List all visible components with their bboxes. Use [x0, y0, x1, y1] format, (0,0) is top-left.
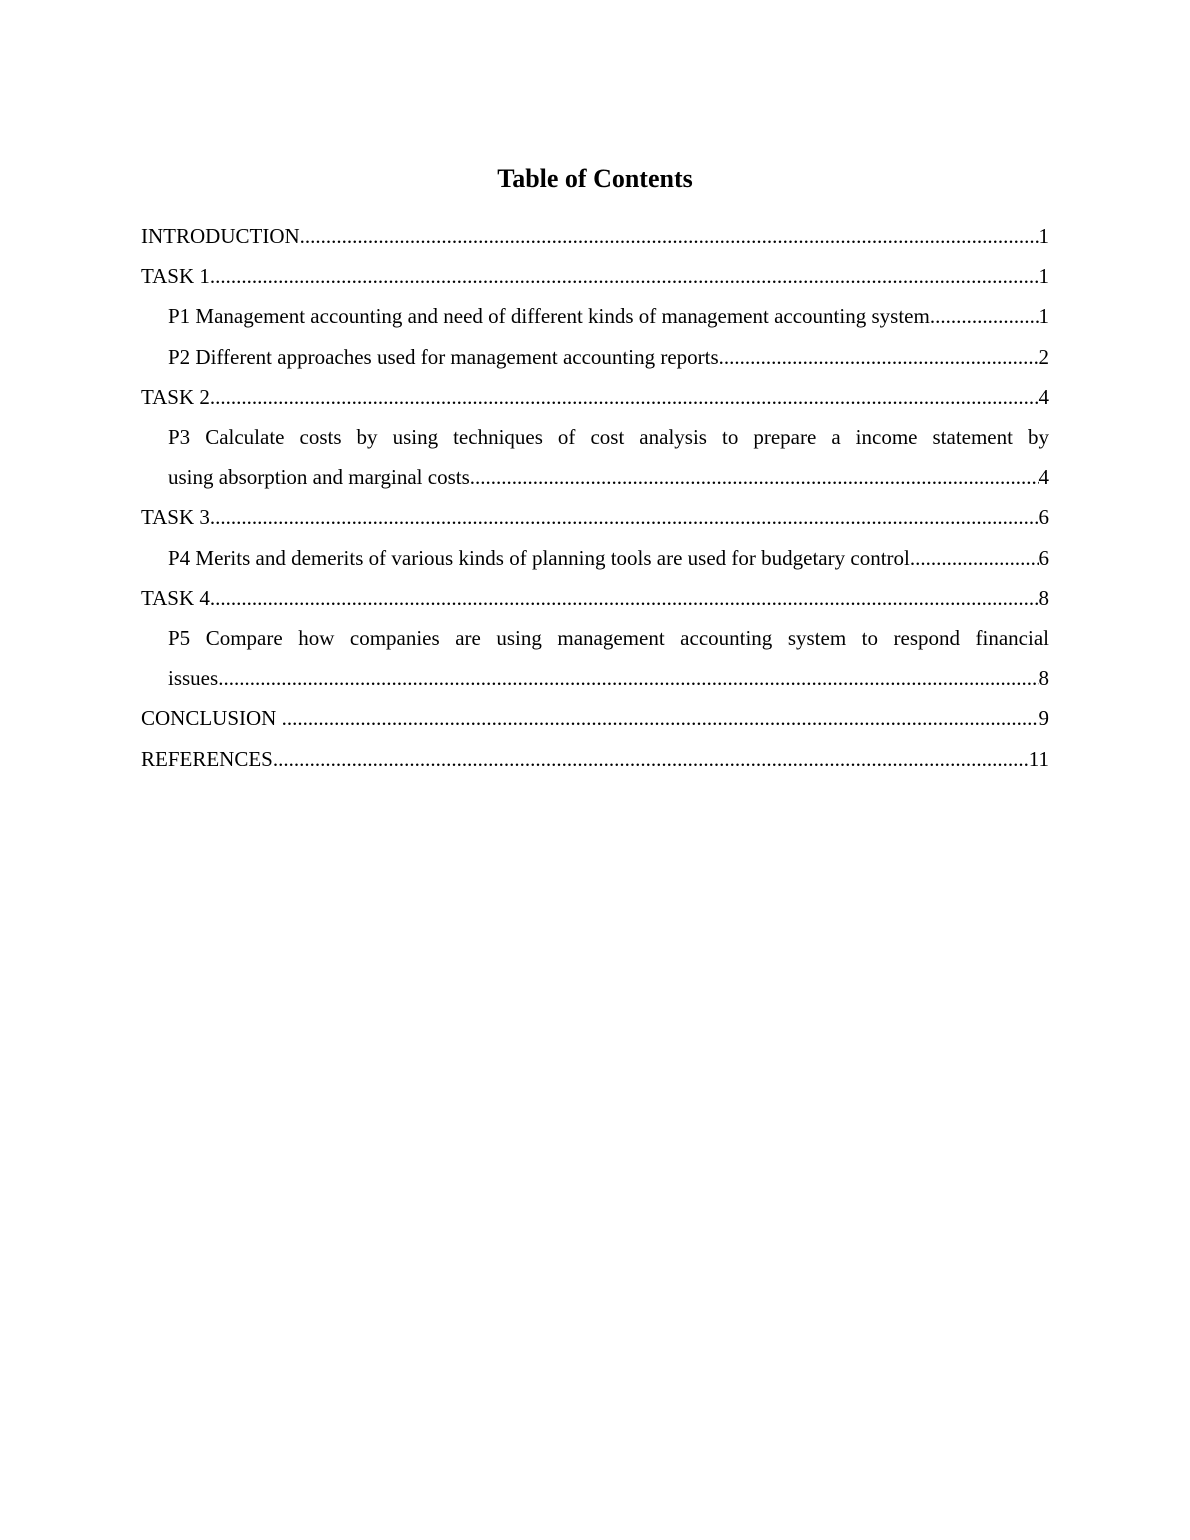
toc-entries — [141, 216, 1049, 779]
dot-leader — [910, 538, 1039, 578]
toc-entry-label: TASK 3 — [141, 505, 210, 530]
toc-entry-label-line-1: P5 Compare how companies are using management accounting system to respond financial — [168, 626, 1049, 651]
toc-entry-page: 11 — [1028, 746, 1049, 771]
dot-leader — [470, 457, 1039, 497]
toc-entry-p3[interactable] — [141, 417, 1049, 497]
toc-title: Table of Contents — [497, 164, 693, 193]
toc-entry-page: 9 — [1038, 706, 1049, 731]
dot-leader — [273, 739, 1029, 779]
toc-entry-label: REFERENCES — [141, 746, 273, 771]
toc-entry-task-1[interactable] — [141, 256, 1049, 296]
toc-entry-page: 2 — [1038, 344, 1049, 369]
toc-entry-task-4[interactable] — [141, 578, 1049, 618]
toc-entry-p5[interactable] — [141, 618, 1049, 698]
toc-entry-label: TASK 4 — [141, 585, 210, 610]
toc-entry-conclusion[interactable] — [141, 698, 1049, 738]
toc-entry-page: 4 — [1038, 384, 1049, 409]
toc-entry-label-line-2: issues — [168, 666, 219, 691]
dot-leader — [218, 658, 1038, 698]
toc-entry-label: P1 Management accounting and need of different kinds of management accounting system — [168, 304, 930, 329]
dot-leader — [210, 256, 1039, 296]
dot-leader — [300, 216, 1039, 256]
toc-entry-page: 8 — [1038, 585, 1049, 610]
toc-entry-page: 1 — [1038, 264, 1049, 289]
toc-entry-label-line-1: P3 Calculate costs by using techniques of cost analysis to prepare a income statement by — [168, 425, 1049, 450]
dot-leader — [930, 296, 1039, 336]
table-of-contents — [141, 160, 1049, 779]
toc-entry-label: P4 Merits and demerits of various kinds of planning tools are used for budgetary control — [168, 545, 910, 570]
toc-entry-references[interactable] — [141, 739, 1049, 779]
toc-entry-label: P2 Different approaches used for management accounting reports — [168, 344, 719, 369]
toc-entry-task-2[interactable] — [141, 377, 1049, 417]
dot-leader — [210, 578, 1039, 618]
toc-entry-page: 4 — [1038, 465, 1049, 490]
toc-entry-p1[interactable] — [141, 296, 1049, 336]
toc-entry-label-line-2: using absorption and marginal costs — [168, 465, 470, 490]
toc-entry-label: CONCLUSION — [141, 706, 282, 731]
toc-entry-p4[interactable] — [141, 538, 1049, 578]
toc-entry-label: TASK 2 — [141, 384, 210, 409]
toc-entry-last-line — [168, 457, 1049, 497]
toc-entry-page: 1 — [1038, 224, 1049, 248]
toc-entry-page: 6 — [1038, 545, 1049, 570]
dot-leader — [210, 497, 1039, 537]
toc-entry-p2[interactable] — [141, 337, 1049, 377]
dot-leader — [282, 698, 1039, 738]
toc-entry-task-3[interactable] — [141, 497, 1049, 537]
dot-leader — [719, 337, 1039, 377]
toc-entry-page: 8 — [1038, 666, 1049, 691]
toc-entry-page: 6 — [1038, 505, 1049, 530]
toc-entry-last-line — [168, 658, 1049, 698]
dot-leader — [210, 377, 1039, 417]
toc-entry-introduction[interactable] — [141, 216, 1049, 256]
toc-entry-label: TASK 1 — [141, 264, 210, 289]
toc-entry-page: 1 — [1038, 304, 1049, 329]
toc-entry-label: INTRODUCTION — [141, 224, 300, 248]
